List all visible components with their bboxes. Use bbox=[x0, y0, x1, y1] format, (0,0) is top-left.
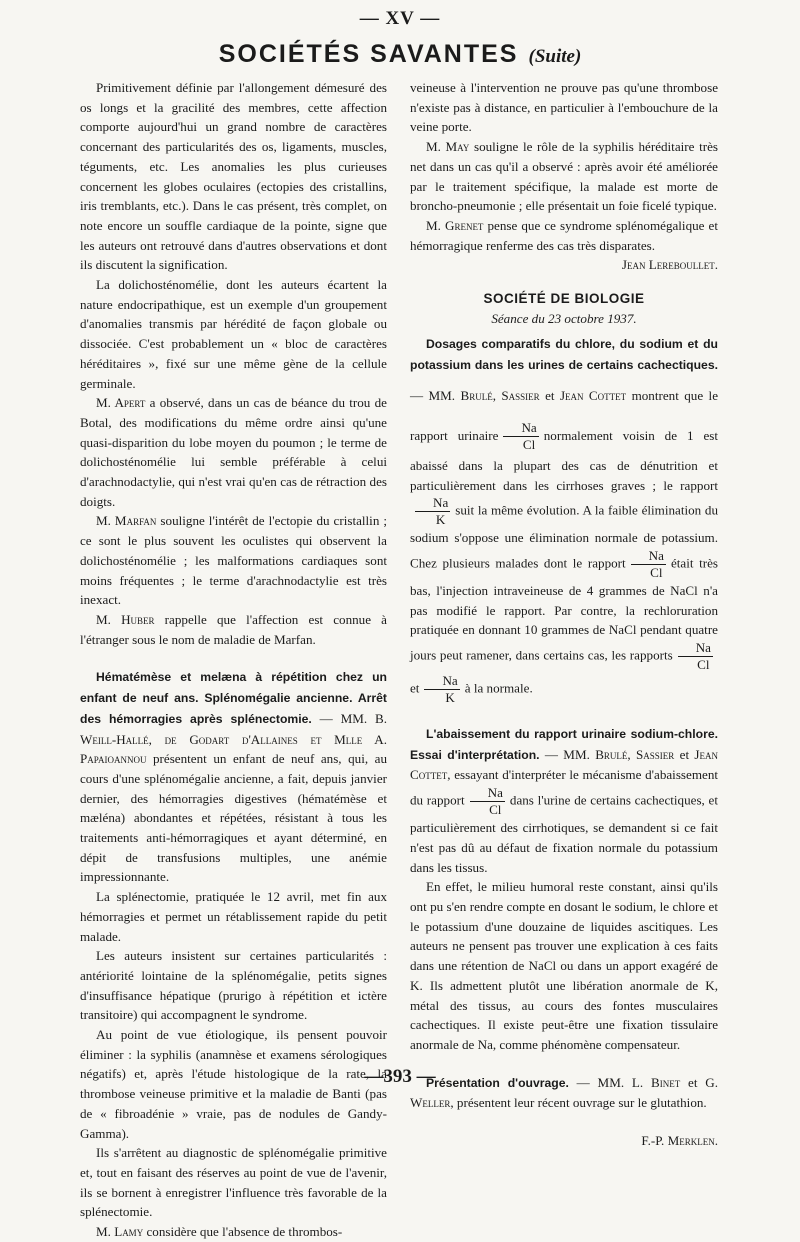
article-heading: Hématémèse et melæna à répétition chez un enfant de neuf ans. Splénomégalie ancienne. Arrêt des hémorragies après splénectomie. bbox=[80, 670, 387, 726]
speaker-name: M. Lamy bbox=[96, 1224, 144, 1240]
fraction-na-cl bbox=[470, 785, 505, 818]
paragraph: Les auteurs insistent sur certaines particularités : antériorité lointaine de la splénomégalie, petits signes d'insuffisance hépatique (prurigo à répétition et ictère transitoire) qui accompagnent le syndrome. bbox=[80, 948, 387, 1023]
paragraph: Primitivement définie par l'allongement démesuré des os longs et la gracilité des membres, cette affection comporte aujourd'hui un grand nombre de caractères concernant des particularités des os, ligaments, muscles, téguments, etc. Les anomalies les plus curieuses concernent les globes oculaires (ectopies des cristallins, iris tremblants, etc.). Dans le cas présent, très complet, on note encore un souffle cardiaque de la pointe, signe que les auteurs ont retrouvé dans d'autres observations et dont ils discutent la signification. bbox=[80, 80, 387, 273]
article-paragraph bbox=[410, 724, 718, 877]
fraction-na-cl bbox=[503, 420, 538, 453]
denominator: K bbox=[435, 512, 446, 528]
article-heading: Dosages comparatifs du chlore, du sodium et du potassium dans les urines de certains cachectiques. bbox=[410, 337, 718, 373]
text: dans l'urine de certains cachectiques, et particulièrement des cirrhotiques, se demandent si ce fait n'est pas dû au défaut de fixation normale du potassium dans les tissus. bbox=[410, 792, 718, 875]
paragraph-text: rappelle que l'affection est connue à l'étranger sous le nom de maladie de Marfan. bbox=[80, 611, 387, 647]
text: et bbox=[539, 387, 560, 403]
text: était très bas, l'injection intraveineuse de 4 grammes de NaCl n'a pas modifié le rapport. Par contre, la rechloruration pratiquée en donnant 10 grammes de NaCl pendant quatre jours peut ramener, dans certains cas, les rapports bbox=[410, 555, 718, 663]
paragraph-text: pense que ce syndrome splénomégalique et hémorragique renferme des cas très disparates. bbox=[410, 217, 718, 253]
authors: G. Weller bbox=[410, 1074, 718, 1111]
authors: Brulé, Sassier bbox=[595, 746, 675, 762]
paragraph-text: a observé, dans un cas de béance du trou de Botal, des modifications du même ordre ainsi qu'une quasi-disparition du lobe moyen du poumon ; le terme de dolichosténomélie lui semble préférable à celui d'arachnodactylie, qui n'est vrai qu'en cas de rétraction des doigts. bbox=[80, 395, 387, 509]
numerator: Na bbox=[415, 495, 450, 512]
paragraph: Ils s'arrêtent au diagnostic de splénomégalie primitive et, tout en faisant des réserves au point de vue de l'avenir, ils se bornent à enregistrer l'influence très favorable de la splénectomie. bbox=[80, 1145, 387, 1220]
numerator: Na bbox=[470, 785, 505, 802]
page-title bbox=[0, 40, 800, 69]
paragraph-text: considère que l'absence de thrombos- bbox=[143, 1224, 343, 1240]
paragraph: veineuse à l'intervention ne prouve pas qu'une thrombose n'existe pas à distance, en particulier à l'embouchure de la veine porte. bbox=[410, 80, 718, 135]
numerator: Na bbox=[631, 548, 666, 565]
dash: — MM. bbox=[539, 746, 596, 762]
paragraph bbox=[410, 216, 718, 255]
authors: Jean Cottet bbox=[559, 387, 627, 403]
denominator: Cl bbox=[522, 437, 536, 453]
denominator: K bbox=[445, 690, 455, 706]
text: suit la même évolution. A la faible élimination du sodium s'oppose une élimination normale de potassium. Chez plusieurs malades dont le rapport bbox=[410, 502, 718, 571]
text: montrent que le rapport urinaire bbox=[410, 387, 719, 443]
title-suffix: (Suite) bbox=[528, 46, 582, 67]
paragraph bbox=[80, 393, 387, 511]
denominator: Cl bbox=[697, 657, 710, 673]
page-number: —393 — bbox=[364, 1066, 436, 1087]
roman-page-number: — XV — bbox=[359, 8, 441, 29]
title-main: SOCIÉTÉS SAVANTES bbox=[218, 40, 519, 68]
paragraph: La splénectomie, pratiquée le 12 avril, met fin aux hémorragies et permet un rétablissement rapide du petit malade. bbox=[80, 889, 387, 944]
article-paragraph bbox=[410, 334, 718, 706]
paragraph: Au point de vue étiologique, ils pensent pouvoir éliminer : la syphilis (anamnèse et examens sérologiques négatifs) et, après l'étude histologique de la rate, la thrombose veineuse primitive et la maladie de Banti (pas de « fibroadénie » vraie, pas de nodules de Gandy-Gamma). bbox=[80, 1027, 387, 1141]
section-title: SOCIÉTÉ DE BIOLOGIE bbox=[483, 291, 645, 307]
article-paragraph bbox=[80, 667, 387, 887]
numerator: Na bbox=[678, 640, 713, 657]
paragraph: En effet, le milieu humoral reste constant, ainsi qu'ils ont pu s'en rendre compte en dosant le sodium, le chlore et le potassium d'une douzaine de liquides ascitiques. Les auteurs ne pensent pas trouver une explication à ces faits dans une rétention de NaCl ou dans un apport exagéré de K. Ils admettent plutôt une libération anormale de K, métal des tissus, au cours des fontes musculaires cachectiques. Il existe peut-être une fixation tissulaire anormale de Na, comme phénomène compensateur. bbox=[410, 879, 718, 1052]
paragraph: La dolichosténomélie, dont les auteurs écartent la nature endocripathique, est un exemple d'un groupement d'anomalies transmis par hérédité de façon globale ou dissociée. C'est probablement un « bloc de caractères héréditaires », fixé sur une même gène de la cellule germinale. bbox=[80, 277, 387, 391]
authors: Jean Cottet bbox=[410, 746, 718, 783]
right-column bbox=[410, 78, 718, 1151]
authors: B. Weill-Hallé, de Godart d'Allaines et Mlle A. Papaioannou bbox=[80, 710, 387, 767]
paragraph-text: présentent un enfant de neuf ans, qui, au cours d'une splénomégalie ancienne, a fait, depuis janvier dernier, des hémorragies digestives (hématémèse et mæléna) abondantes et répétées, résistant à tous les traitements anti-hémorragiques et ayant déterminé, en dépit de transfusions multiples, une anémie impressionnante. bbox=[80, 751, 387, 885]
numerator: Na bbox=[503, 420, 538, 437]
numerator: Na bbox=[424, 673, 459, 690]
fraction-na-cl bbox=[678, 640, 713, 673]
text: normalement voisin de 1 est abaissé dans la plupart des cas de dénutrition et particulièrement dans les cirrhoses graves ; le rapport bbox=[410, 427, 718, 493]
speaker-name: M. Grenet bbox=[426, 217, 484, 233]
paragraph bbox=[80, 511, 387, 610]
text: et bbox=[680, 1074, 706, 1090]
paragraph-text: souligne le rôle de la syphilis héréditaire très net dans un cas qu'il a observé : après avoir été améliorée par le traitement spécifique, la malade est morte de broncho-pneumonie ; elle présentait un foie ficelé typique. bbox=[410, 139, 718, 214]
authors: L. Binet bbox=[631, 1074, 681, 1090]
text: , essayant d'interpréter le mécanisme d'abaissement du rapport bbox=[410, 767, 718, 808]
speaker-name: M. Apert bbox=[96, 395, 146, 411]
paragraph bbox=[80, 1222, 387, 1242]
speaker-name: M. Marfan bbox=[96, 513, 157, 529]
fraction-na-k bbox=[424, 673, 459, 706]
text: à la normale. bbox=[464, 680, 533, 696]
text: et bbox=[410, 680, 420, 696]
session-date: Séance du 23 octobre 1937. bbox=[491, 310, 637, 326]
dash: — MM. bbox=[568, 1074, 632, 1090]
signature: F.-P. Merklen. bbox=[641, 1133, 718, 1149]
speaker-name: M. May bbox=[426, 139, 470, 155]
fraction-na-k bbox=[415, 495, 450, 528]
dash: — MM. bbox=[410, 387, 461, 403]
paragraph-text: souligne l'intérêt de l'ectopie du cristallin ; ce sont le plus souvent les oculistes qui observent la dolichosténomélie ; les malformations cardiaques sont moins fréquentes ; le terme d'arachnodactylie est très inexact. bbox=[80, 513, 388, 608]
text: et bbox=[674, 746, 695, 762]
paragraph bbox=[80, 610, 387, 649]
denominator: Cl bbox=[489, 802, 502, 818]
authors: Brulé, Sassier bbox=[460, 387, 540, 403]
speaker-name: M. Huber bbox=[96, 611, 155, 627]
paragraph bbox=[410, 137, 718, 216]
dash: — MM. bbox=[311, 710, 375, 726]
denominator: Cl bbox=[650, 564, 663, 580]
fraction-na-cl bbox=[631, 548, 666, 581]
article-heading: L'abaissement du rapport urinaire sodium-chlore. Essai d'interprétation. bbox=[410, 727, 718, 762]
article-heading: Présentation d'ouvrage. bbox=[426, 1075, 569, 1090]
signature: Jean Lereboullet. bbox=[621, 257, 718, 273]
text: , présentent leur récent ouvrage sur le glutathion. bbox=[450, 1095, 707, 1111]
